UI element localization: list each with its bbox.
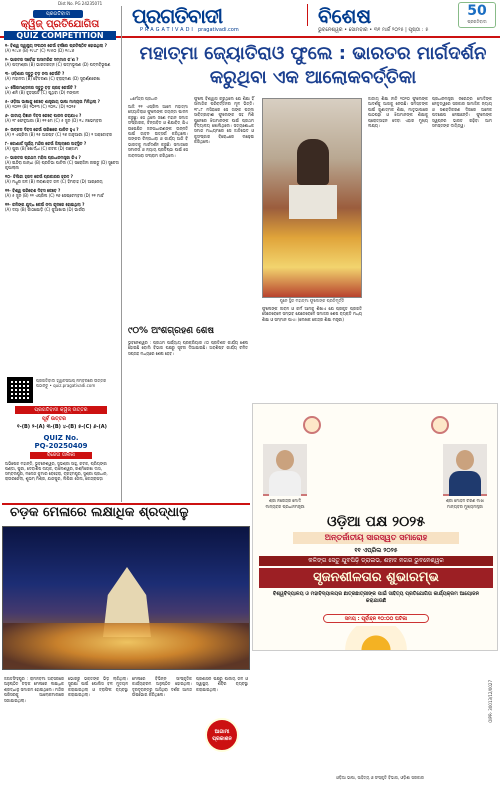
odia-pakhya-ad[interactable] xyxy=(252,403,498,651)
ad-subtitle: ଅନ୍ତର୍ଜାତୀୟ ସାରସ୍ୱତ ସମାରୋହ xyxy=(293,532,459,544)
dateline: ଭୁବନେଶ୍ୱର • ସୋମବାର • ୩୧ ମାର୍ଚ୍ଚ ୨୦୨୫ | ପୃଷ୍ଠା : ୫ xyxy=(318,27,429,33)
winners-tag: ବିଜେତା ତାଲିକା xyxy=(30,452,92,459)
article-column-4: ପ୍ରଧାନମନ୍ତ୍ରୀ ନରେନ୍ଦ୍ର ମୋଦିଙ୍କ ନେତୃତ୍ୱରେ ସରକାର ସାମାଜିକ ନ୍ୟାୟ ଓ ସଶକ୍ତିକରଣ ଦିଗରେ ଅନେକ ପଦକ୍ଷେପ ନେଇଛନ୍ତି। ଫୁଲେଙ୍କ ସ୍ୱପ୍ନର ଭାରତ ଗଢ଼ିବା ଆମ ସମସ୍ତଙ୍କ ଦାୟିତ୍ୱ। xyxy=(432,96,492,129)
sub-article-text: ଭୁବନେଶ୍ୱର : ପ୍ରଥମ ପର୍ଯ୍ୟାୟ ପ୍ରକ୍ରିୟାର ୯୦ ପ୍ରତିଶତ କାର୍ଯ୍ୟ ଶେଷ ହୋଇଛି ବୋଲି ବିଭାଗ ପକ୍ଷରୁ ସୂଚନା ଦିଆଯାଇଛି। ଅବଶିଷ୍ଟ କାର୍ଯ୍ୟ ଚଳିତ ସପ୍ତାହ ମଧ୍ୟରେ ଶେଷ ହେବ। xyxy=(128,340,248,356)
promo-badge[interactable]: ଆଗାମୀ ପ୍ରକାଶନ xyxy=(205,718,239,752)
quiz-options: (A) ୨୮ ଫେବୃଆରୀ (B) ୧୧ ମେ (C) ୫ ଜୁନ (D) ୧୪ ନଭେମ୍ବର xyxy=(5,118,102,123)
quiz-question: ୫- ଓଡ଼ିଆ ଭାଷାକୁ କେବେ ଶାସ୍ତ୍ରୀୟ ଭାଷା ମାନ୍ୟତା ମିଳିଥିଲା ? xyxy=(5,99,100,104)
statue-photo xyxy=(262,98,362,298)
ad-reference: OIPR- 30013/12/0027 xyxy=(488,680,493,723)
fair-column-1: ଜଗତସିଂହପୁର : ରାମନବମୀ ଅବସରରେ ଅନୁଷ୍ଠିତ ଚଡ଼କ ମେଳାରେ ଲକ୍ଷାଧିକ ଶ୍ରଦ୍ଧାଳୁ ସମାଗମ ହୋଇଥିଲେ। ମନ୍ଦିର ପରିସରକୁ ଆଲୋକମାଳାରେ ସଜାଯାଇଥିଲା। xyxy=(4,676,64,703)
pm-portrait xyxy=(263,444,307,496)
quiz-question-list xyxy=(5,43,119,216)
quiz-question: ୭- ଉତ୍କଳ ଦିବସ କେଉଁ ତାରିଖରେ ପାଳିତ ହୁଏ ? xyxy=(5,127,79,132)
article-byline: ଧର୍ମେନ୍ଦ୍ର ପ୍ରଧାନ xyxy=(130,96,158,101)
header-divider xyxy=(307,4,308,26)
ad-time: ସମୟ : ପୂର୍ବାହ୍ନ ୧୦:୦୦ ଘଟିକା xyxy=(323,614,429,623)
quiz-question: ୧୨- କଳିଙ୍ଗ ଯୁଦ୍ଧ କେଉଁ ନଦୀ କୂଳରେ ହୋଇଥିଲା ? xyxy=(5,202,85,207)
ad-title: ଓଡ଼ିଆ ପକ୍ଷ ୨୦୨୫ xyxy=(327,514,425,530)
anniversary-number: 50 xyxy=(467,3,487,19)
sub-headline: ୯୦% ଅଂଶଗ୍ରହଣ ଶେଷ xyxy=(128,326,215,336)
cm-portrait xyxy=(443,444,487,496)
seal-icon xyxy=(431,416,449,434)
article-column-5: ଫୁଲେଙ୍କ ଜୀବନ ଓ କର୍ମ ଆମକୁ ଶିଖାଏ ଯେ ପ୍ରକୃତ ପ୍ରଗତି ସେତେବେଳେ ସମ୍ଭବ ଯେତେବେଳେ ସମାଜର ଶେଷ ବ୍ୟକ୍ତି ମଧ୍ୟ ଶିକ୍ଷା ଓ ସମ୍ମାନ ପାଏ। (ଲେଖକ କେନ୍ଦ୍ର ଶିକ୍ଷା ମନ୍ତ୍ରୀ) xyxy=(262,306,362,322)
quiz-question: ୧- ବିଶ୍ୱ ସ୍ୱାସ୍ଥ୍ୟ ସଂଗଠନ କେଉଁ ବର୍ଷରେ ପ୍ରତିଷ୍ଠିତ ହୋଇଥିଲା ? xyxy=(5,43,107,48)
ad-banner: ସୃଜନଶୀଳତାର ଶୁଭାରମ୍ଭ xyxy=(259,568,493,588)
emblem-icon xyxy=(303,416,321,434)
quiz-number-label: QUIZ No. xyxy=(43,434,79,442)
quiz-title: କ୍ୱିଜ୍ ପ୍ରତିଯୋଗିତା xyxy=(20,19,100,30)
fair-headline: ଚଡ଼କ ମେଳାରେ ଲକ୍ଷାଧିକ ଶ୍ରଦ୍ଧାଳୁ xyxy=(10,505,189,520)
quiz-options: (A) ପୁରୀ (B) ଖୋର୍ଦ୍ଧା (C) କଟକ (D) ଗଞ୍ଜାମ xyxy=(5,146,78,151)
quiz-question: ୧୦- ଚିଲିକା ହ୍ରଦ କେଉଁ ପ୍ରକାରର ହ୍ରଦ ? xyxy=(5,174,73,179)
quiz-options: (A) ୧୯୪୫ (B) ୧୯୪୮ (C) ୧୯୫୦ (D) ୧୯୪୬ xyxy=(5,48,75,53)
answer-tag: ପ୍ରଗତିବାଦୀ କ୍ୱିଜ୍ ଉତ୍ତର xyxy=(15,406,107,414)
quiz-options: (A) ୧ ଏପ୍ରିଲ (B) ୧୫ ଅଗଷ୍ଟ (C) ୨୬ ଜାନୁଆରୀ (D) ୨ ଅକ୍ଟୋବର xyxy=(5,132,113,137)
winners-list: ଅଭିଷେକ ମହାନ୍ତି, ଭୁବନେଶ୍ୱର, ସୁଭଶ୍ରୀ ସାହୁ, କଟକ, ପ୍ରିୟଙ୍କା ପଣ୍ଡା, ପୁରୀ, ଦେବାଶିଷ ନାୟକ, ବାଲେଶ୍ୱର, ରଶ୍ମିରେଖା ଦାସ, ସମ୍ବଲପୁର, ମନୋଜ କୁମାର ବେହେରା, ବ୍ରହ୍ମପୁର, ସୁଶ୍ରୀ ପ୍ରଧାନ, ରାଉରକେଲା, ଶୁଭମ୍ ମିଶ୍ର, ଯାଜପୁର, ଲିପିକା ଜେନା, କେନ୍ଦ୍ରାପଡ଼ା xyxy=(5,461,108,481)
section-title: ବିଶେଷ xyxy=(318,4,372,28)
quiz-tag: ପ୍ରଗତିବାଦୀ xyxy=(33,10,83,18)
fair-column-4: ପ୍ରଶାସନ ପକ୍ଷରୁ ପାନୀୟ ଜଳ ଓ ସ୍ୱାସ୍ଥ୍ୟ ଶିବିର ବ୍ୟବସ୍ଥା କରାଯାଇଥିଲା। xyxy=(196,676,248,692)
quiz-options: (A) ମଧୁର ଜଳ (B) ଲବଣାକ୍ତ ଜଳ (C) ହିମବାହ (D) ଆଗ୍ନେୟ xyxy=(5,179,103,184)
quiz-question: ୮- କୋଣାର୍କ ସୂର୍ଯ୍ୟ ମନ୍ଦିର କେଉଁ ଜିଲ୍ଲାରେ ଅବସ୍ଥିତ ? xyxy=(5,141,87,146)
fair-column-3: ମେଳାରେ ବିଭିନ୍ନ ସାଂସ୍କୃତିକ କାର୍ଯ୍ୟକ୍ରମ ଅନୁଷ୍ଠିତ ହୋଇଥିଲା। ଦୂରଦୂରାନ୍ତରୁ ଆସିଥିବା ଦର୍ଶକ ଆନନ୍ଦ ଉପଭୋଗ କରିଥିଲେ। xyxy=(132,676,192,698)
pm-role: ମାନ୍ୟବର ପ୍ରଧାନମନ୍ତ୍ରୀ xyxy=(265,504,305,509)
photo-caption: ପୁନେ ସ୍ଥିତ ମହାତ୍ମା ଫୁଲେଙ୍କ ପ୍ରତିମୂର୍ତ୍ତି xyxy=(279,298,345,303)
ad-date: ୧୧ ଏପ୍ରିଲ ୨୦୨୫ xyxy=(354,547,398,554)
quiz-options: (A) ଶନି (B) ବୃହସ୍ପତି (C) ପୃଥିବୀ (D) ମଙ୍ଗଳ xyxy=(5,90,79,95)
quiz-question: ୩- ଓଡ଼ିଶାର ସବୁଠୁ ବଡ଼ ନଦୀ କେଉଁଟି ? xyxy=(5,71,65,76)
quiz-options: (A) ଇନ୍ଦିରା ଗାନ୍ଧୀ (B) ପ୍ରତିଭା ପାଟିଲ (C) ସରୋଜିନୀ ନାଇଡୁ (D) ସୁଚେତା କୃପାଲାନୀ xyxy=(5,160,119,170)
fair-column-2: ଭୋରରୁ ଭକ୍ତଙ୍କ ଭିଡ଼ ଲାଗିଥିଲା। ସୁରକ୍ଷା ପାଇଁ ପୋଲିସ ବଳ ମୁତୟନ କରାଯାଇଥିଲା ଓ ଟ୍ରାଫିକ ବ୍ୟବସ୍ଥା କରାଯାଇଥିଲା। xyxy=(68,676,128,698)
brand-subtitle: PRAGATIVADI xyxy=(140,27,195,33)
book-sun-art xyxy=(331,626,421,650)
quiz-banner: QUIZ COMPETITION xyxy=(4,31,116,40)
page-code: Dist No. PG 24235071 xyxy=(58,1,103,6)
quiz-options: (A) ମହାନଦୀ (B) ବୈତରଣୀ (C) ବ୍ରାହ୍ମଣୀ (D) ସୁବର୍ଣ୍ଣରେଖା xyxy=(5,76,101,81)
anniversary-caption: ପ୍ରଗତିବାଦୀ xyxy=(467,19,487,24)
cm-name: ଶ୍ରୀ ମୋହନ ଚରଣ ମାଝୀ xyxy=(445,498,485,503)
quiz-number xyxy=(30,434,92,450)
article-headline: ମହାତ୍ମା ଜ୍ୟୋତିରାଓ ଫୁଲେ : ଭାରତର ମାର୍ଗଦର୍ଶନ କରୁଥିବା ଏକ ଆଲୋକବର୍ତ୍ତିକା xyxy=(139,43,487,88)
ad-footer: ଓଡ଼ିଆ ଭାଷା, ସାହିତ୍ୟ ଓ ସଂସ୍କୃତି ବିଭାଗ, ଓଡ଼ିଶା ସରକାର xyxy=(336,775,424,780)
quiz-question: ୨- ଭାରତର ସର୍ବୋଚ୍ଚ ଅସାମରିକ ସମ୍ମାନ କ'ଣ ? xyxy=(5,57,79,62)
brand-logo: ପ୍ରଗତିବାଦୀ xyxy=(132,4,223,28)
ad-venue: କଳିଙ୍ଗ ସେତୁ ଯୁବପିଢ଼ି ଡ୍ରାଇଭ, ଶହୀଦ ନଗର ଭୁବନେଶ୍ୱର xyxy=(259,556,493,566)
answer-subtitle: ପୂର୍ବ ଉତ୍ତର xyxy=(42,416,66,422)
anniversary-logo xyxy=(458,2,496,28)
ad-description: ବିଶ୍ୱବିଦ୍ୟାଳୟ ଓ ମହାବିଦ୍ୟାଳୟର ଛାତ୍ରଛାତ୍ରୀଙ୍କ ପାଇଁ ସାହିତ୍ୟ ପ୍ରତିଯୋଗିତା କାର୍ଯ୍ୟକ୍ରମ ଆୟୋଜନ କରାଯାଉଛି xyxy=(272,591,480,604)
quiz-question: ୬- ଜାତୀୟ ବିଜ୍ଞାନ ଦିବସ କେବେ ପାଳନ କରାଯାଏ ? xyxy=(5,113,82,118)
quiz-options: (A) ଦୟା (B) କାଠଯୋଡ଼ି (C) କୁଆଖାଇ (D) ଭାର୍ଗବୀ xyxy=(5,207,86,212)
quiz-options: (A) ୫ ଜୁନ (B) ୨୨ ଏପ୍ରିଲ (C) ୧୬ ସେପ୍ଟେମ୍ବର (D) ୨୧ ମାର୍ଚ୍ଚ xyxy=(5,193,104,198)
pm-name: ଶ୍ରୀ ନରେନ୍ଦ୍ର ମୋଦି xyxy=(269,498,301,503)
quiz-options: (A) ପଦ୍ମଶ୍ରୀ (B) ଭାରତରତ୍ନ (C) ପଦ୍ମଭୂଷଣ (D) ପଦ୍ମବିଭୂଷଣ xyxy=(5,62,111,67)
answer-row: ୧-(B) ୨-(A) ୩-(B) ୪-(B) ୫-(C) ୬-(A) xyxy=(17,424,107,430)
quiz-number-value: PQ-20250409 xyxy=(34,442,88,450)
cm-role: ମାନ୍ୟବର ମୁଖ୍ୟମନ୍ତ୍ରୀ xyxy=(447,504,483,509)
article-column-3: ଜାତୀୟ ଶିକ୍ଷା ନୀତି ୨୦୨୦ ଫୁଲେଙ୍କ ଆଦର୍ଶକୁ ଆଗକୁ ନେଉଛି। ସମସ୍ତଙ୍କ ପାଇଁ ଗୁଣାତ୍ମକ ଶିକ୍ଷା, ମାତୃଭାଷାରେ ପାଠପଢ଼ା ଓ ଝିଅମାନଙ୍କ ଶିକ୍ଷାକୁ ପ୍ରୋତ୍ସାହନ ଦେବା ଏହାର ମୁଖ୍ୟ ଲକ୍ଷ୍ୟ। xyxy=(368,96,428,129)
article-column-1: ଆଜି ୧୧ ଏପ୍ରିଲ ଆମେ ମହାତ୍ମା ଜ୍ୟୋତିରାଓ ଫୁଲେଙ୍କ ଜୟନ୍ତୀ ପାଳନ କରୁଛୁ। ସେ ଥିଲେ ଜଣେ ମହାନ ସମାଜ ସଂସ୍କାରକ, ଚିନ୍ତାବିତ ଓ ଶିକ୍ଷାବିତ୍ ଯିଏ ଉପେକ୍ଷିତ ଜନସାଧାରଣଙ୍କ ଉନ୍ନତି ପାଇଁ ଜୀବନ ଉତ୍ସର୍ଗ କରିଥିଲେ। ତାଙ୍କର ଚିନ୍ତାଧାରା ଓ କାର୍ଯ୍ୟ ଆଜି ବି ଭାରତକୁ ମାର୍ଗଦର୍ଶନ କରୁଛି। ସମାଜରେ ସମାନତା ଓ ନ୍ୟାୟ ପ୍ରତିଷ୍ଠା ପାଇଁ ସେ ଜୀବନସାରା ସଂଗ୍ରାମ କରିଥିଲେ। xyxy=(128,104,188,158)
qr-code-icon[interactable] xyxy=(7,377,33,403)
quiz-info: ପ୍ରଗତିବାଦୀ ହ୍ୱାଟସଆପ୍ ନମ୍ବରରେ ଉତ୍ତର ପଠାନ୍ତୁ • quiz.pragativadi.com xyxy=(36,378,107,388)
brand-website: pragativadi.com xyxy=(198,27,239,33)
quiz-options: (A) ୨୦୧୨ (B) ୨୦୧୩ (C) ୨୦୧୪ (D) ୨୦୧୫ xyxy=(5,104,76,109)
quiz-question: ୯- ଭାରତର ପ୍ରଥମ ମହିଳା ପ୍ରଧାନମନ୍ତ୍ରୀ କିଏ ? xyxy=(5,155,81,160)
quiz-question: ୧୧- ବିଶ୍ୱ ପରିବେଶ ଦିବସ କେବେ ? xyxy=(5,188,61,193)
article-column-2: ଫୁଲେ ବିଶ୍ୱାସ କରୁଥିଲେ ଯେ ଶିକ୍ଷା ହିଁ ସାମାଜିକ ପରିବର୍ତ୍ତନର ମୂଳ ଭିତ୍ତି। ୧୮୪୮ ମସିହାରେ ସେ ତାଙ୍କ ପତ୍ନୀ ସାବିତ୍ରୀବାଈ ଫୁଲେଙ୍କ ସହ ମିଶି ପୁନେରେ ଝିଅମାନଙ୍କ ପାଇଁ ପ୍ରଥମ ବିଦ୍ୟାଳୟ ଖୋଲିଥିଲେ। ସତ୍ୟଶୋଧକ ସମାଜ ମାଧ୍ୟମରେ ସେ ଜାତିଭେଦ ଓ କୁସଂସ୍କାର ବିରୋଧରେ ଲଢ଼େଇ କରିଥିଲେ। xyxy=(194,96,254,145)
quiz-question: ୪- ସୌରମଣ୍ଡଳର ସବୁଠୁ ବଡ଼ ଗ୍ରହ କେଉଁଟି ? xyxy=(5,85,77,90)
fair-photo xyxy=(2,526,250,670)
